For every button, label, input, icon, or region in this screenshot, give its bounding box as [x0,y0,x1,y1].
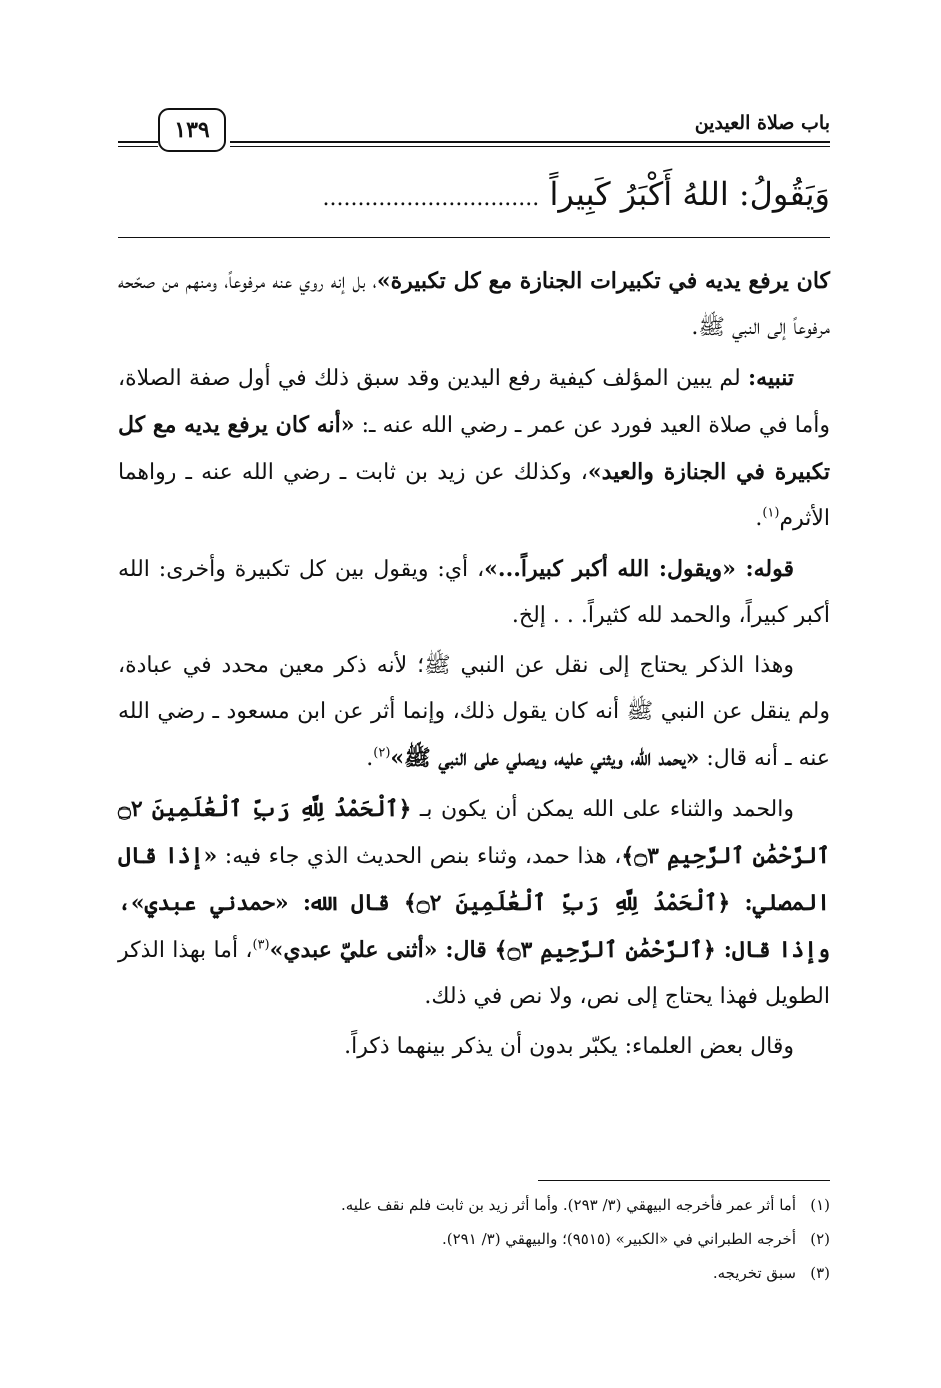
quran-verse: ﴿ٱلْحَمْدُ لِلَّهِ رَبِّ ٱلْعَٰلَمِينَ ۝٢ ٱلرَّحْمَٰنِ ٱلرَّحِيمِ ۝٣﴾ [118,796,830,869]
paragraph-text: ، أما بهذا الذكر الطويل فهذا يحتاج إلى نص، ولا نص في ذلك. [118,938,830,1009]
quran-verse: ﴿ٱلْحَمْدُ لِلَّهِ رَبِّ ٱلْعَٰلَمِينَ ۝٢﴾ [403,890,731,916]
quran-verse: ﴿ٱلرَّحْمَٰنِ ٱلرَّحِيمِ ۝٣﴾ [494,937,716,963]
paragraph-text: ، بل إنه روي عنه مرفوعاً، ومنهم من صحّحه مرفوعاً إلى النبي ﷺ. [118,269,830,340]
page-header [118,108,830,156]
footnote-item [118,1222,830,1256]
paragraph-text: ، هذا حمد، وثناء بنص الحديث الذي جاء فيه: [217,844,622,869]
footnote-text: أخرجه الطبراني في «الكبير» (٩٥١٥)؛ والبيهقي (٣/ ٢٩١). [442,1230,796,1248]
bold-quote: قال: «أثنى عليّ عبدي» [269,937,495,963]
footnote-mark[interactable]: (١) [762,505,780,521]
bold-quote: قال الله: «حمدني عبدي»، وإذا قال: [118,890,830,963]
footnote-mark[interactable]: (٢) [373,745,391,761]
paragraph-text: والحمد والثناء على الله يمكن أن يكون بـ [411,797,794,822]
punctuation: . [755,506,763,531]
bold-quote: «إذا قال المصلي: [118,843,831,916]
paragraph-2 [118,355,830,542]
paragraph-text: وهذا الذكر يحتاج إلى نقل عن النبي ﷺ؛ لأنه ذكر معين محدد في عبادة، ولم ينقل عن النبي ﷺ أنه كان يقول ذلك، وإنما أثر عن ابن مسعود ـ رضي الله عنه ـ أنه قال: [118,653,830,771]
paragraph-text: لم يبين المؤلف كيفية رفع اليدين وقد سبق ذلك في أول صفة الصلاة، وأما في صلاة العيد فورد عن عمر ـ رضي الله عنه ـ: [118,366,830,438]
matn-divider [118,237,830,238]
bold-quote: «أنه كان يرفع يديه مع كل تكبيرة في الجنازة والعيد» [118,412,830,485]
footnote-text: سبق تخريجه. [712,1264,796,1282]
matn-line [118,166,830,222]
bold-quote: «يحمد الله، ويثني عليه، ويصلي على النبي ﷺ» [390,745,700,771]
header-rule-left-thin [118,146,158,147]
matn-dots: ............................... [322,186,540,211]
note-label: تنبيه: [748,365,794,391]
paragraph-text: ، وكذلك عن زيد بن ثابت ـ رضي الله عنه ـ رواهما الأثرم [118,460,830,531]
header-rule [230,141,830,143]
footnote-number: (٢) [810,1230,830,1248]
paragraph-1 [118,258,830,351]
page-number: ١٣٩ [158,108,226,152]
footnote-item [118,1188,830,1222]
paragraph-6 [118,1024,830,1070]
paragraph-text: ، أي: ويقول بين كل تكبيرة وأخرى: الله أكبر كبيراً، والحمد لله كثيراً. . . إلخ. [118,557,830,628]
footnote-mark[interactable]: (٣) [252,937,270,953]
chapter-title: باب صلاة العيدين [694,112,830,134]
bold-quote: كان يرفع يديه في تكبيرات الجنازة مع كل تكبيرة» [376,268,831,294]
paragraph-5 [118,786,830,1020]
footnote-item [118,1256,830,1290]
punctuation: . [366,746,374,771]
header-rule-thin [230,146,830,147]
header-rule-left [118,141,158,143]
matn-text: وَيَقُولُ: اللهُ أَكْبَرُ كَبِيراً [549,175,830,213]
footnote-divider [538,1180,830,1181]
footnote-number: (٣) [810,1264,830,1282]
quoted-matn: قوله: «ويقول: الله أكبر كبيراً...» [484,556,794,582]
paragraph-4 [118,643,830,782]
footnote-text: أما أثر عمر فأخرجه البيهقي (٣/ ٢٩٣). وأما أثر زيد بن ثابت فلم نقف عليه. [340,1196,796,1214]
footnotes [118,1188,830,1290]
paragraph-3 [118,546,830,639]
paragraph-text: وقال بعض العلماء: يكبّر بدون أن يذكر بينهما ذكراً. [344,1034,794,1059]
footnote-number: (١) [810,1196,830,1214]
commentary-body [118,258,830,1074]
